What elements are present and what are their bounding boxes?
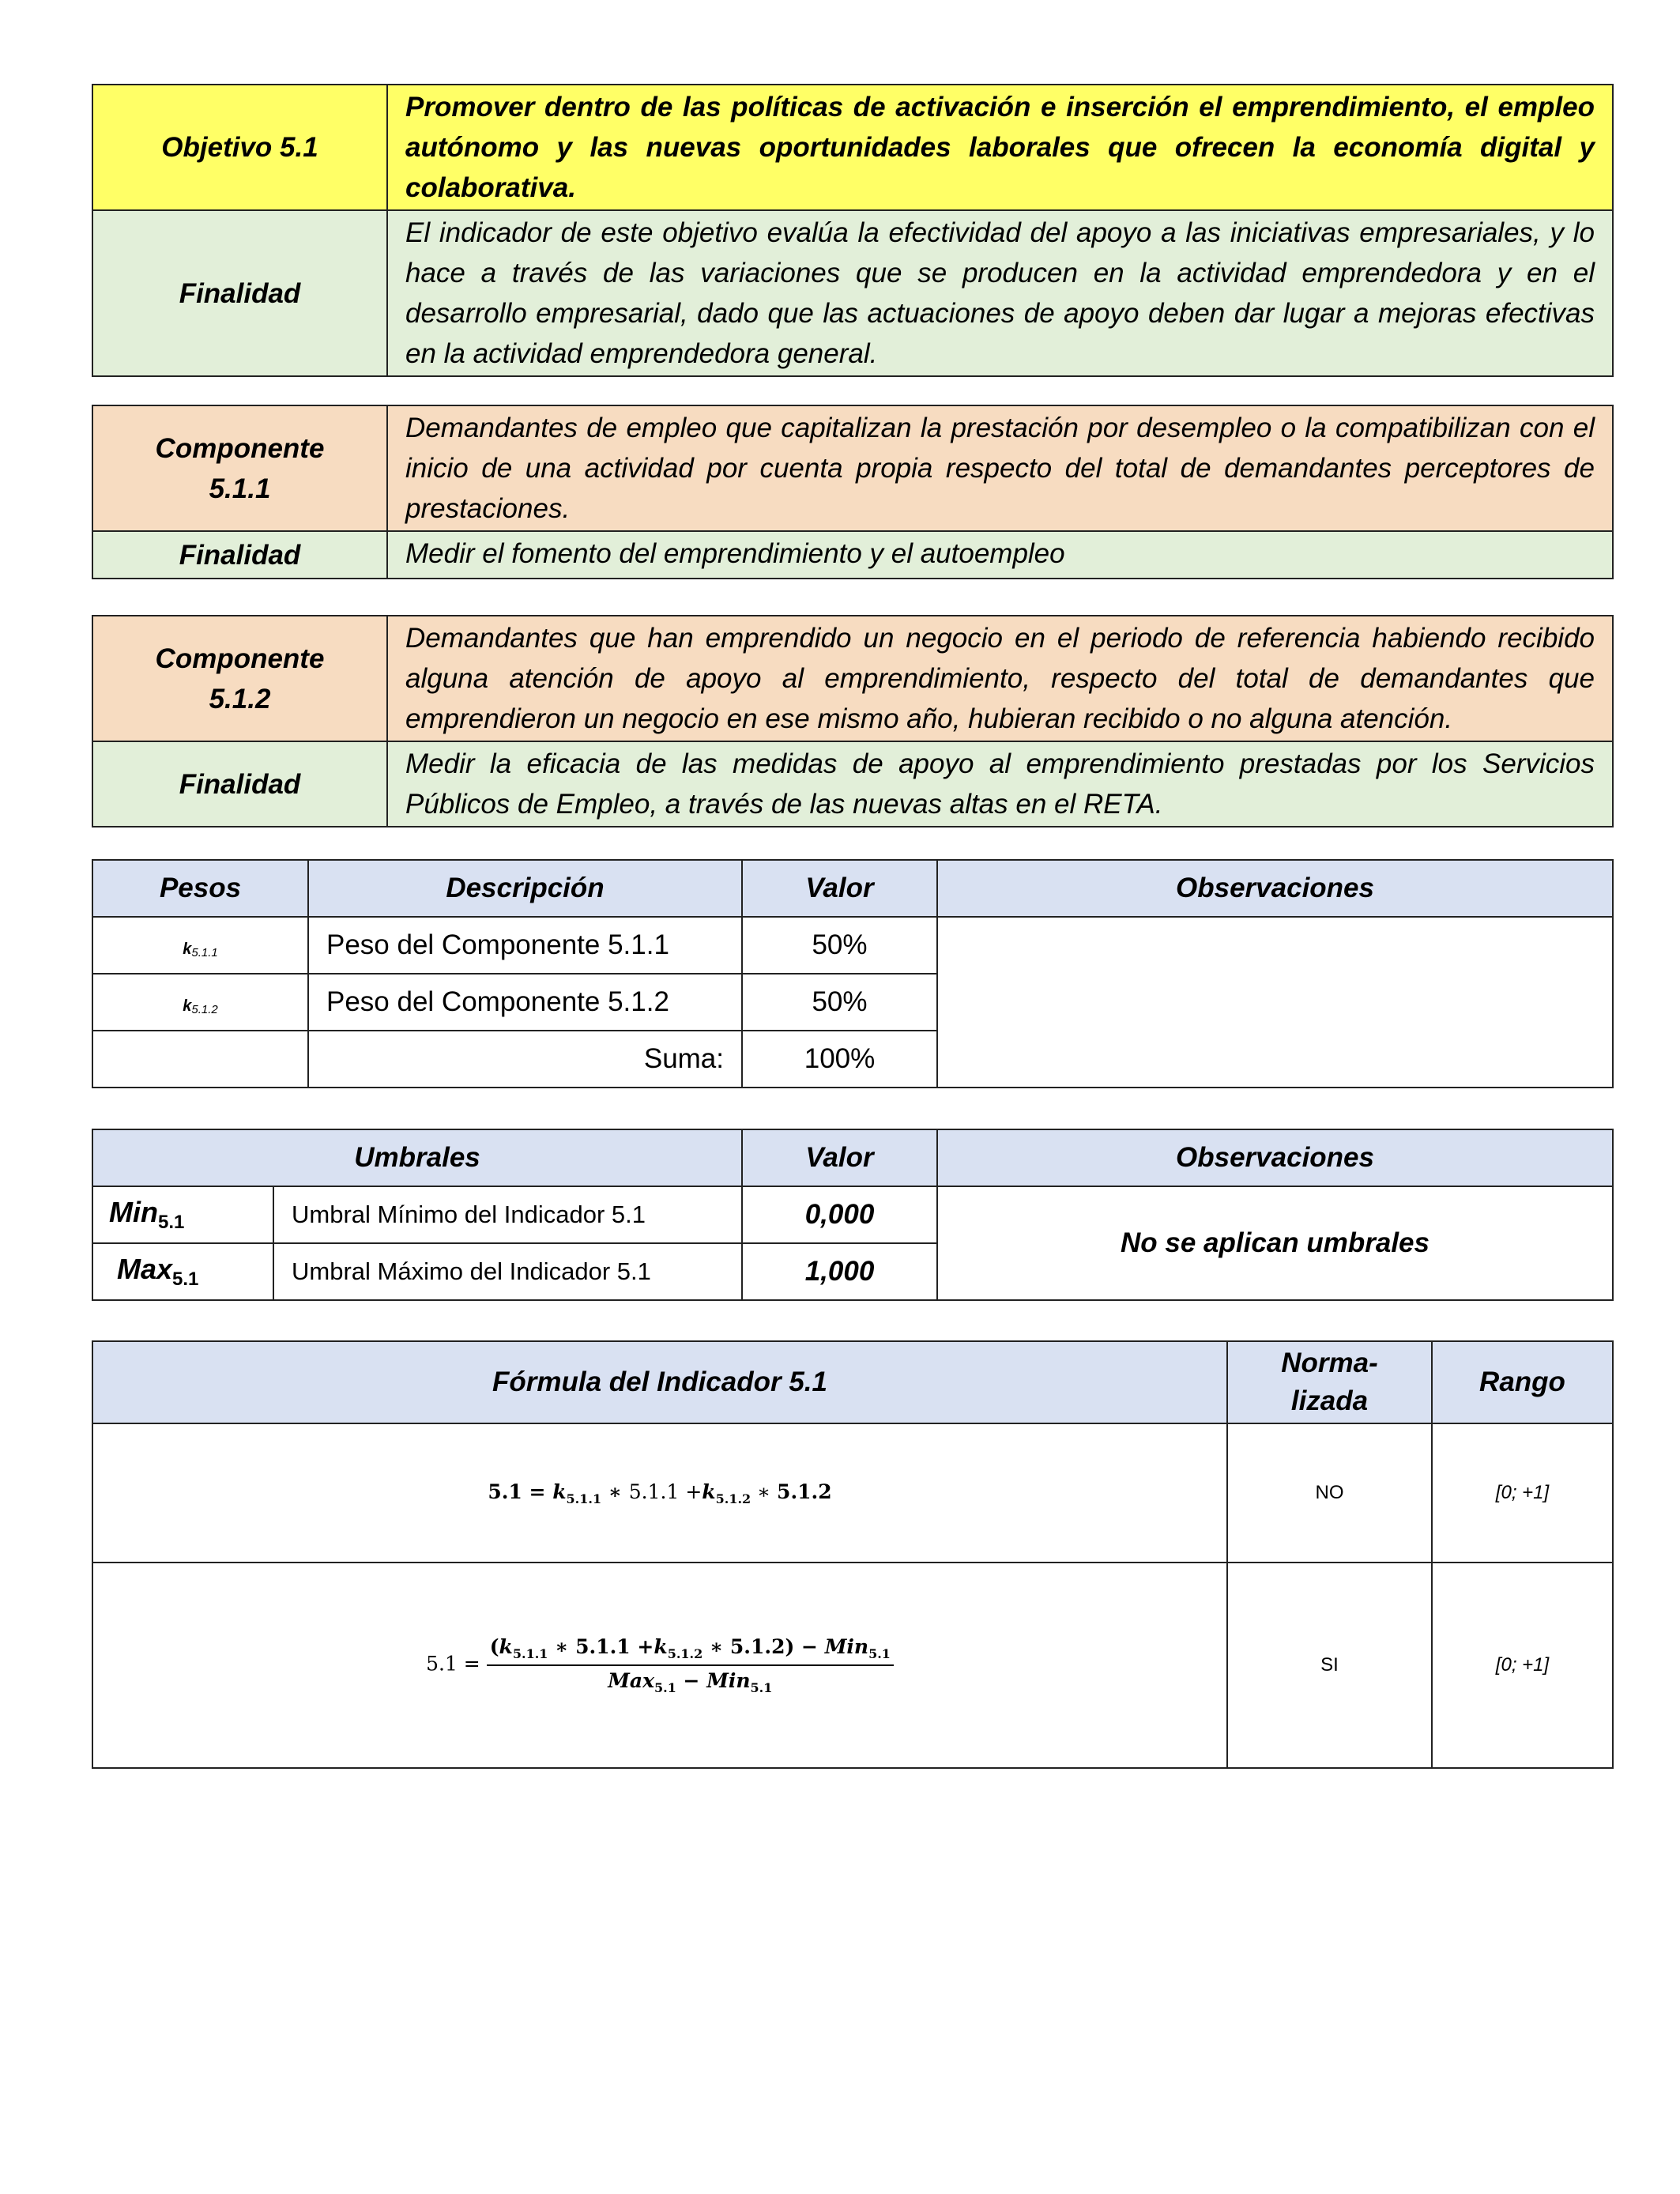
formula-fraction: $\frac{(k_{5.1.1} ∗ 5.1.1 +k_{5.1.2} ∗ 5.1.2) - Min_{5.1}}{Max_{5.1} - Min_{5.1}}$ [487, 1635, 894, 1695]
thresholds-observation: No se aplican umbrales [937, 1186, 1613, 1300]
weights-header-descripcion: Descripción [308, 860, 742, 917]
weight-description: Peso del Componente 5.1.1 [308, 917, 742, 974]
formula-header: Fórmula del Indicador 5.1 [92, 1341, 1227, 1423]
component-1-table [92, 405, 1614, 579]
weight-symbol: $k_{5.1.1}$ [92, 917, 308, 974]
weights-sum-empty [92, 1031, 308, 1088]
threshold-symbol: Min$_{5.1}$ [92, 1186, 273, 1243]
component-1-text: Demandantes de empleo que capitalizan la prestación por desempleo o la compatibilizan con el inicio de una actividad por cuenta propia respecto del total de demandantes perceptores de prestaciones. [387, 405, 1613, 531]
threshold-value: 0,000 [742, 1186, 937, 1243]
component-1-finalidad-label: Finalidad [92, 531, 387, 579]
component-1-finalidad-text: Medir el fomento del emprendimiento y el autoempleo [387, 531, 1613, 579]
objective-finalidad-text: El indicador de este objetivo evalúa la efectividad del apoyo a las iniciativas empresariales, y lo hace a través de las variaciones que se producen en la actividad emprendedora y en el desarrollo empresarial, dado que las actuaciones de apoyo deben dar lugar a mejoras efectivas en la actividad emprendedora general. [387, 210, 1613, 376]
formula-unnormalized: $5.1 = k_{5.1.1}$ ∗ $5.1.1 +k_{5.1.2}$ ∗ 5.1.2 [92, 1423, 1227, 1563]
component-2-table [92, 615, 1614, 827]
component-1-label-line2: 5.1.1 [209, 473, 271, 504]
weights-header-pesos: Pesos [92, 860, 308, 917]
component-2-finalidad-label: Finalidad [92, 741, 387, 827]
thresholds-header-observaciones: Observaciones [937, 1129, 1613, 1186]
formula-range: [0; +1] [1432, 1563, 1613, 1768]
component-2-label [92, 616, 387, 741]
weight-symbol: $k_{5.1.2}$ [92, 974, 308, 1031]
threshold-value: 1,000 [742, 1243, 937, 1300]
objective-finalidad-label: Finalidad [92, 210, 387, 376]
component-2-label-line2: 5.1.2 [209, 683, 271, 714]
weight-description: Peso del Componente 5.1.2 [308, 974, 742, 1031]
thresholds-table [92, 1129, 1614, 1301]
threshold-description: Umbral Mínimo del Indicador 5.1 [273, 1186, 742, 1243]
weights-header-valor: Valor [742, 860, 937, 917]
weights-sum-label: Suma: [308, 1031, 742, 1088]
formula-header-norm-line1: Norma- [1281, 1348, 1378, 1378]
component-1-label-line1: Componente [155, 432, 325, 464]
formula-range: [0; +1] [1432, 1423, 1613, 1563]
component-2-finalidad-text: Medir la eficacia de las medidas de apoyo al emprendimiento prestadas por los Servicios Públicos de Empleo, a través de las nuevas altas en el RETA. [387, 741, 1613, 827]
formula-normalized-flag: SI [1227, 1563, 1432, 1768]
threshold-description: Umbral Máximo del Indicador 5.1 [273, 1243, 742, 1300]
objective-label: Objetivo 5.1 [92, 85, 387, 210]
weights-header-observaciones: Observaciones [937, 860, 1613, 917]
objective-text: Promover dentro de las políticas de activación e inserción el emprendimiento, el empleo autónomo y las nuevas oportunidades laborales que ofrecen la economía digital y colaborativa. [387, 85, 1613, 210]
table-row [92, 1563, 1613, 1768]
formula-normalized-flag: NO [1227, 1423, 1432, 1563]
formula-header-normalizada [1227, 1341, 1432, 1423]
formula-header-norm-line2: lizada [1290, 1385, 1369, 1416]
component-2-text: Demandantes que han emprendido un negocio en el periodo de referencia habiendo recibido alguna atención de apoyo al emprendimiento, respecto del total de demandantes que emprendieron un negocio en ese mismo año, hubieran recibido o no alguna atención. [387, 616, 1613, 741]
threshold-symbol: Max$_{5.1}$ [92, 1243, 273, 1300]
component-1-label [92, 405, 387, 531]
table-row [92, 1186, 1613, 1243]
weights-observations [937, 917, 1613, 1088]
formula-normalized: 5.1 = $\frac{(k_{5.1.1} ∗ 5.1.1 +k_{5.1.2} ∗ 5.1.2) - Min_{5.1}}{Max_{5.1} - Min_{5.1}}$ [92, 1563, 1227, 1768]
component-2-label-line1: Componente [155, 643, 325, 674]
weights-sum-value: 100% [742, 1031, 937, 1088]
formula-header-rango: Rango [1432, 1341, 1613, 1423]
objective-table [92, 84, 1614, 377]
formula-table [92, 1340, 1614, 1769]
weight-value: 50% [742, 974, 937, 1031]
table-row [92, 1423, 1613, 1563]
thresholds-header-umbrales: Umbrales [92, 1129, 742, 1186]
weights-table [92, 859, 1614, 1088]
thresholds-header-valor: Valor [742, 1129, 937, 1186]
table-row [92, 917, 1613, 974]
weight-value: 50% [742, 917, 937, 974]
